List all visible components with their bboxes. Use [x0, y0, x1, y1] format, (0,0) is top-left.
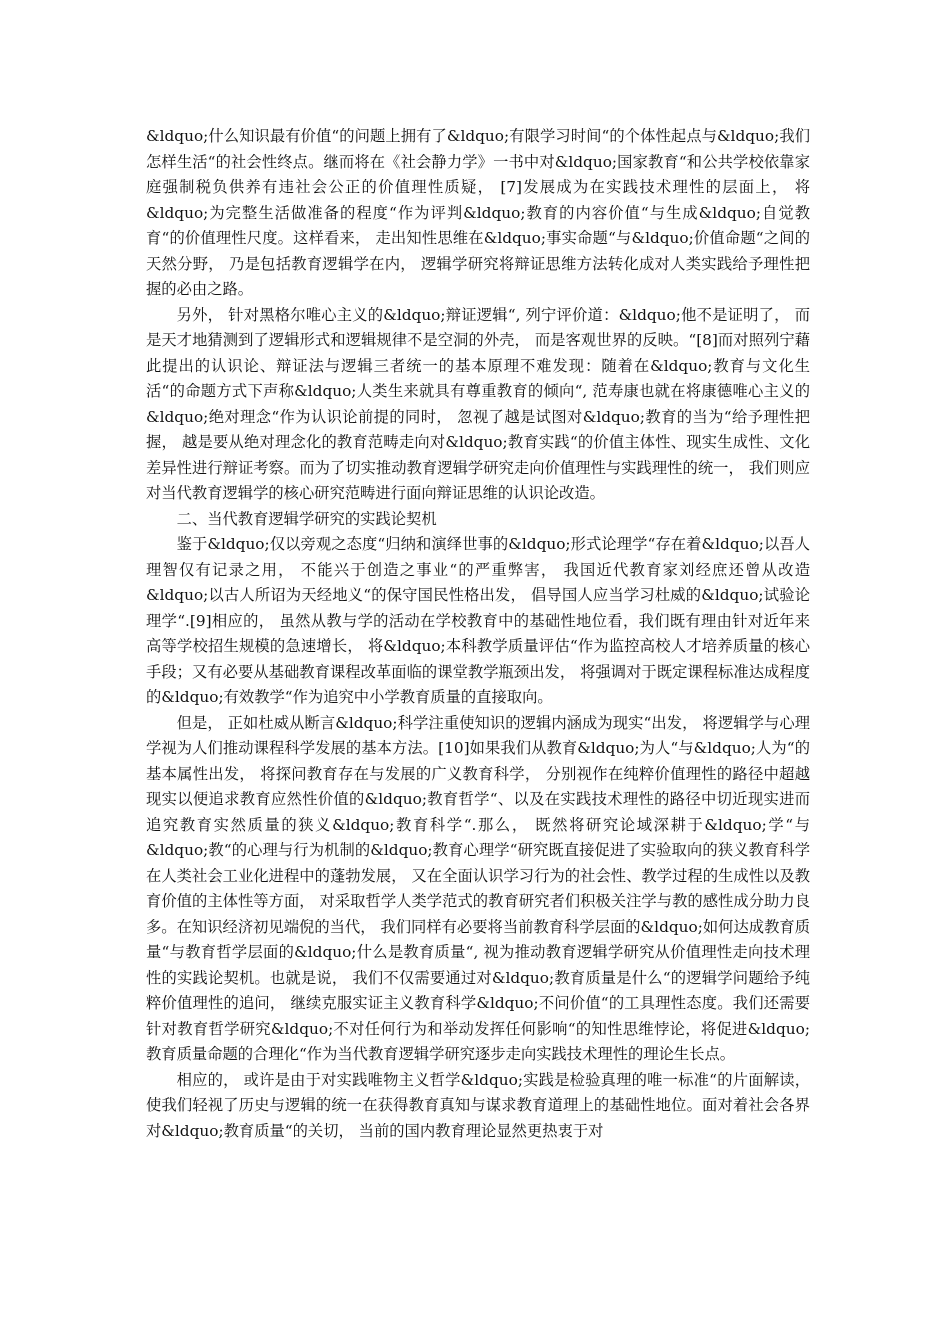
paragraph-4: 但是， 正如杜威从断言&ldquo;科学注重使知识的逻辑内涵成为现实“出发， 将逻辑学与心理学视为人们推动课程科学发展的基本方法。[10]如果我们从教育&ldquo;为人“与&ldquo;人为“的基本属性出发， 将探问教育存在与发展的广义教育科学， 分别视作在纯粹价值理性的路径中超越现实以便追求教育应然性价值的&ldquo;教育哲学“、以及在实践技术理性的路径中切近现实进而追究教育实然质量的狭义&ldquo;教育科学“.那么， 既然将研究论域深耕于&ldquo;学“与&ldquo;教“的心理与行为机制的&ldquo;教育心理学“研究既直接促进了实验取向的狭义教育科学在人类社会工业化进程中的蓬勃发展， 又在全面认识学习行为的社会性、教学过程的生成性以及教育价值的主体性等方面， 对采取哲学人类学范式的教育研究者们积极关注学与教的感性成分助力良多。在知识经济初见端倪的当代， 我们同样有必要将当前教育科学层面的&ldquo;如何达成教育质量“与教育哲学层面的&ldquo;什么是教育质量“, 视为推动教育逻辑学研究从价值理性走向技术理性的实践论契机。也就是说， 我们不仅需要通过对&ldquo;教育质量是什么“的逻辑学问题给予纯粹价值理性的追问， 继续克服实证主义教育科学&ldquo;不问价值“的工具理性态度。我们还需要针对教育哲学研究&ldquo;不对任何行为和举动发挥任何影响“的知性思维悖论，将促进&ldquo;教育质量命题的合理化“作为当代教育逻辑学研究逐步走向实践技术理性的理论生长点。: [146, 713, 810, 1063]
paragraph-1: &ldquo;什么知识最有价值“的问题上拥有了&ldquo;有限学习时间“的个体性起点与&ldquo;我们怎样生活“的社会性终点。继而将在《社会静力学》一书中对&ldquo;国家教育“和公共学校依靠家庭强制税负供养有违社会公正的价值理性质疑， [7]发展成为在实践技术理性的层面上， 将&ldquo;为完整生活做准备的程度“作为评判&ldquo;教育的内容价值“与生成&ldquo;自觉教育“的价值理性尺度。这样看来， 走出知性思维在&ldquo;事实命题“与&ldquo;价值命题“之间的天然分野， 乃是包括教育逻辑学在内， 逻辑学研究将辩证思维方法转化成对人类实践给予理性把握的必由之路。: [146, 127, 810, 298]
paragraph-2: 另外， 针对黑格尔唯心主义的&ldquo;辩证逻辑“, 列宁评价道：&ldquo;他不是证明了， 而是天才地猜测到了逻辑形式和逻辑规律不是空洞的外壳， 而是客观世界的反映。“[8]而对照列宁藉此提出的认识论、辩证法与逻辑三者统一的基本原理不难发现：随着在&ldquo;教育与文化生活“的命题方式下声称&ldquo;人类生来就具有尊重教育的倾向“, 范寿康也就在将康德唯心主义的&ldquo;绝对理念“作为认识论前提的同时， 忽视了越是试图对&ldquo;教育的当为“给予理性把握， 越是要从绝对理念化的教育范畴走向对&ldquo;教育实践“的价值主体性、现实生成性、文化差异性进行辩证考察。而为了切实推动教育逻辑学研究走向价值理性与实践理性的统一， 我们则应对当代教育逻辑学的核心研究范畴进行面向辩证思维的认识论改造。: [146, 305, 810, 502]
section-heading: 二、当代教育逻辑学研究的实践论契机: [176, 509, 437, 528]
paragraph-5: 相应的， 或许是由于对实践唯物主义哲学&ldquo;实践是检验真理的唯一标准“的片面解读， 使我们轻视了历史与逻辑的统一在获得教育真知与谋求教育道理上的基础性地位。面对着社会各界对&ldquo;教育质量“的关切， 当前的国内教育理论显然更热衷于对: [146, 1070, 810, 1140]
document-body: [146, 124, 810, 1144]
paragraph-3: 鉴于&ldquo;仅以旁观之态度“归纳和演绎世事的&ldquo;形式论理学“存在着&ldquo;以吾人理智仅有记录之用， 不能兴于创造之事业“的严重弊害， 我国近代教育家刘经庶还曾从改造&ldquo;以古人所诏为天经地义“的保守国民性格出发， 倡导国人应当学习杜威的&ldquo;试验论理学“.[9]相应的， 虽然从教与学的活动在学校教育中的基础性地位看，我们既有理由针对近年来高等学校招生规模的急速增长， 将&ldquo;本科教学质量评估“作为监控高校人才培养质量的核心手段；又有必要从基础教育课程改革面临的课堂教学瓶颈出发， 将强调对于既定课程标准达成程度的&ldquo;有效教学“作为追究中小学教育质量的直接取向。: [146, 535, 810, 706]
